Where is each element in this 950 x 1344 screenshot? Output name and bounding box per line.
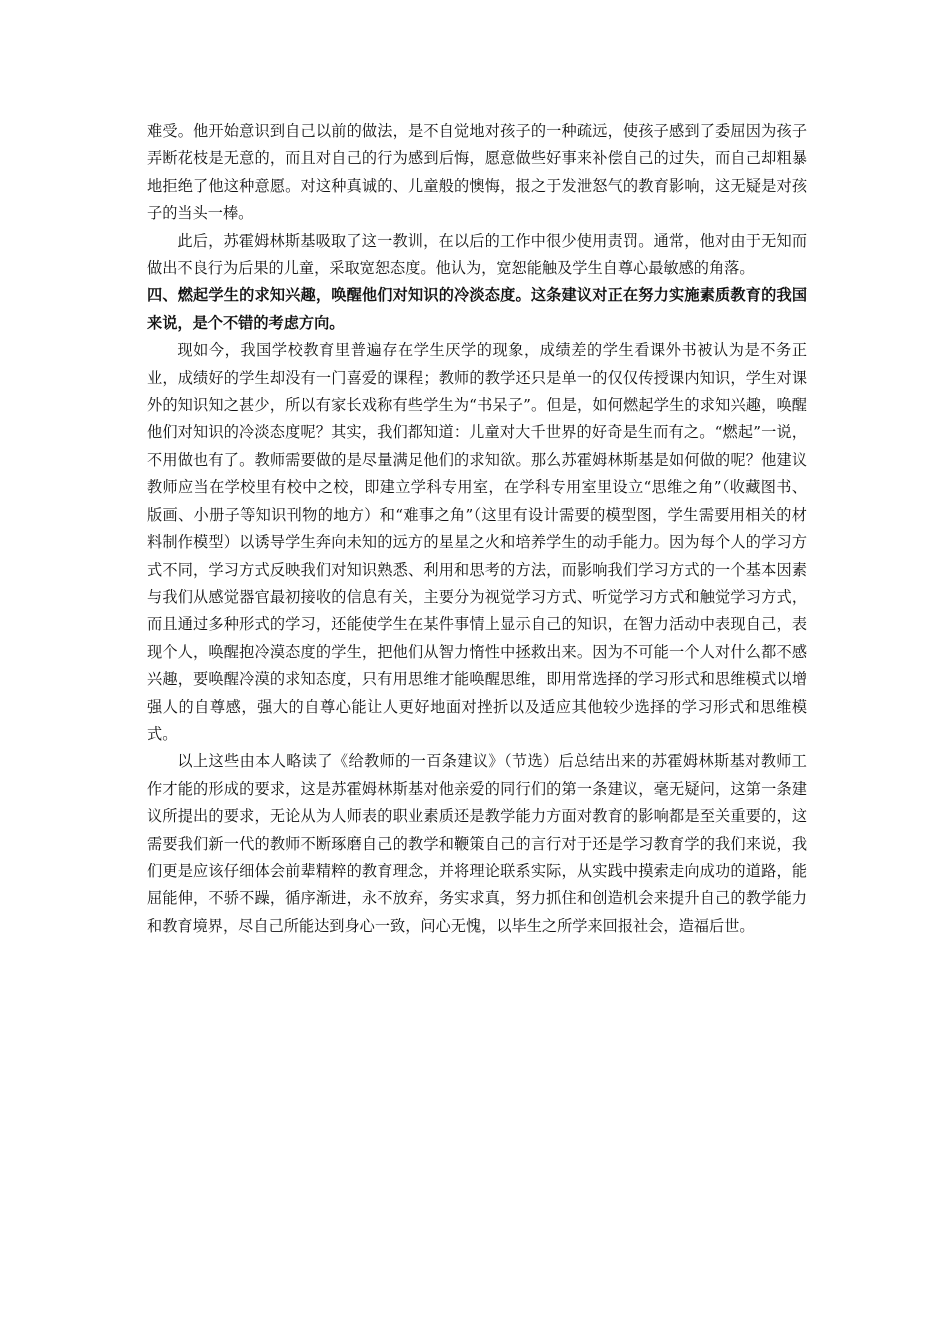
paragraph-lesson: 此后，苏霍姆林斯基吸取了这一教训，在以后的工作中很少使用责罚。通常，他对由于无知而做出不良行为后果的儿童，采取宽恕态度。他认为，宽恕能触及学生自尊心最敏感的角落。	[147, 231, 807, 278]
paragraph-interest: 现如今，我国学校教育里普遍存在学生厌学的现象，成绩差的学生看课外书被认为是不务正业，成绩好的学生却没有一门喜爱的课程；教师的教学还只是单一的仅仅传授课内知识，学生对课外的知识知之甚少，所以有家长戏称有些学生为“书呆子”。但是，如何燃起学生的求知兴趣，唤醒他们对知识的冷淡态度呢？其实，我们都知道：儿童对大千世界的好奇是生而有之。“燃起”一说，不用做也有了。教师需要做的是尽量满足他们的求知欲。那么苏霍姆林斯基是如何做的呢？他建议教师应当在学校里有校中之校，即建立学科专用室，在学科专用室里设立“思维之角”（收藏图书、版画、小册子等知识刊物的地方）和“难事之角”（这里有设计需要的模型图，学生需要用相关的材料制作模型）以诱导学生奔向未知的远方的星星之火和培养学生的动手能力。因为每个人的学习方式不同，学习方式反映我们对知识熟悉、利用和思考的方法，而影响我们学习方式的一个基本因素与我们从感觉器官最初接收的信息有关，主要分为视觉学习方式、听觉学习方式和触觉学习方式，而且通过多种形式的学习，还能使学生在某件事情上显示自己的知识，在智力活动中表现自己，表现个人，唤醒抱冷漠态度的学生，把他们从智力惰性中拯救出来。因为不可能一个人对什么都不感兴趣，要唤醒冷漠的求知态度，只有用思维才能唤醒思维，即用常选择的学习形式和思维模式以增强人的自尊感，强大的自尊心能让人更好地面对挫折以及适应其他较少选择的学习形式和思维模式。	[147, 341, 807, 743]
document-body	[147, 118, 807, 940]
paragraph-continuation: 难受。他开始意识到自己以前的做法，是不自觉地对孩子的一种疏远，使孩子感到了委屈因为孩子弄断花枝是无意的，而且对自己的行为感到后悔，愿意做些好事来补偿自己的过失，而自己却粗暴地拒绝了他这种意愿。对这种真诚的、儿童般的懊悔，报之于发泄怒气的教育影响，这无疑是对孩子的当头一棒。	[147, 122, 807, 223]
section-heading-4: 四、燃起学生的求知兴趣，唤醒他们对知识的冷淡态度。这条建议对正在努力实施素质教育的我国来说，是个不错的考虑方向。	[147, 286, 807, 332]
paragraph-conclusion: 以上这些由本人略读了《给教师的一百条建议》（节选）后总结出来的苏霍姆林斯基对教师工作才能的形成的要求，这是苏霍姆林斯基对他亲爱的同行们的第一条建议，毫无疑问，这第一条建议所提出的要求，无论从为人师表的职业素质还是教学能力方面对教育的影响都是至关重要的，这需要我们新一代的教师不断琢磨自己的教学和鞭策自己的言行对于还是学习教育学的我们来说，我们更是应该仔细体会前辈精粹的教育理念，并将理论联系实际，从实践中摸索走向成功的道路，能屈能伸，不骄不躁，循序渐进，永不放弃，务实求真，努力抓住和创造机会来提升自己的教学能力和教育境界，尽自己所能达到身心一致，问心无愧，以毕生之所学来回报社会，造福后世。	[147, 752, 807, 935]
